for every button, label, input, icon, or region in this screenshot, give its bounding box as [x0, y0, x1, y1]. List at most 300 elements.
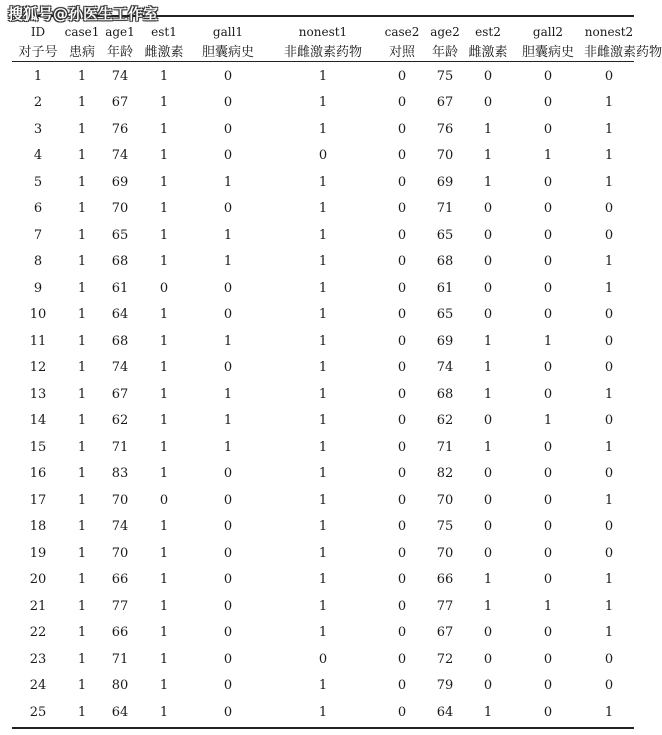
- table-cell: 74: [111, 360, 129, 376]
- table-cell: 76: [111, 121, 129, 137]
- table-cell: 1: [318, 466, 328, 482]
- header-row-chinese-labels: [12, 39, 634, 61]
- column-header-variable: case1: [64, 25, 100, 39]
- table-cell: 1: [604, 598, 614, 614]
- table-row: [12, 593, 634, 620]
- table-cell: 1: [318, 95, 328, 111]
- table-cell: 0: [397, 651, 407, 667]
- table-cell: 0: [604, 307, 614, 323]
- table-cell: 1: [483, 572, 493, 588]
- table-cell: 1: [318, 572, 328, 588]
- table-cell: 24: [29, 678, 47, 694]
- column-header-variable: gall1: [212, 25, 244, 39]
- table-cell: 0: [543, 280, 553, 296]
- table-row: [12, 567, 634, 594]
- table-cell: 75: [436, 519, 454, 535]
- table-cell: 1: [77, 651, 87, 667]
- table-cell: 0: [159, 492, 169, 508]
- table-body: [12, 61, 634, 726]
- column-header-label: 年龄: [106, 44, 133, 60]
- column-header-variable: case2: [384, 25, 420, 39]
- table-cell: 1: [77, 572, 87, 588]
- table-cell: 1: [604, 95, 614, 111]
- table-cell: 0: [223, 519, 233, 535]
- table-cell: 1: [543, 148, 553, 164]
- table-cell: 1: [159, 386, 169, 402]
- table-cell: 1: [318, 519, 328, 535]
- table-cell: 1: [483, 333, 493, 349]
- table-cell: 0: [543, 121, 553, 137]
- table-cell: 19: [29, 545, 47, 561]
- table-row: [12, 699, 634, 726]
- table-row: [12, 90, 634, 117]
- table-cell: 0: [223, 492, 233, 508]
- table-cell: 1: [159, 625, 169, 641]
- table-row: [12, 487, 634, 514]
- table-cell: 0: [397, 466, 407, 482]
- table-cell: 0: [223, 148, 233, 164]
- table-cell: 0: [543, 545, 553, 561]
- table-cell: 64: [436, 704, 454, 720]
- table-cell: 0: [604, 651, 614, 667]
- table-cell: 1: [604, 386, 614, 402]
- table-cell: 1: [318, 439, 328, 455]
- table-cell: 77: [111, 598, 129, 614]
- table-cell: 62: [436, 413, 454, 429]
- table-cell: 0: [397, 254, 407, 270]
- table-cell: 70: [111, 545, 129, 561]
- table-cell: 1: [604, 121, 614, 137]
- table-cell: 12: [29, 360, 47, 376]
- table-cell: 68: [111, 333, 129, 349]
- table-row: [12, 355, 634, 382]
- table-cell: 1: [77, 280, 87, 296]
- table-row: [12, 673, 634, 700]
- table-cell: 0: [397, 95, 407, 111]
- column-header-label: 对子号: [18, 44, 58, 60]
- table-cell: 5: [33, 174, 43, 190]
- table-cell: 1: [159, 678, 169, 694]
- table-cell: 0: [223, 95, 233, 111]
- table-cell: 1: [159, 360, 169, 376]
- table-cell: 66: [111, 572, 129, 588]
- table-cell: 0: [604, 68, 614, 84]
- table-cell: 0: [159, 280, 169, 296]
- table-cell: 0: [543, 651, 553, 667]
- table-cell: 0: [397, 439, 407, 455]
- table-row: [12, 540, 634, 567]
- table-cell: 1: [159, 466, 169, 482]
- table-row: [12, 275, 634, 302]
- table-cell: 17: [29, 492, 47, 508]
- table-cell: 74: [111, 68, 129, 84]
- table-cell: 1: [159, 174, 169, 190]
- table-cell: 0: [318, 651, 328, 667]
- table-cell: 1: [159, 68, 169, 84]
- table-cell: 1: [604, 280, 614, 296]
- table-cell: 0: [483, 280, 493, 296]
- table-cell: 66: [111, 625, 129, 641]
- table-cell: 1: [159, 651, 169, 667]
- table-cell: 68: [436, 386, 454, 402]
- table-cell: 1: [159, 572, 169, 588]
- table-cell: 1: [159, 598, 169, 614]
- table-cell: 1: [77, 704, 87, 720]
- table-cell: 1: [318, 625, 328, 641]
- table-cell: 1: [77, 121, 87, 137]
- table-cell: 0: [483, 227, 493, 243]
- table-cell: 1: [77, 201, 87, 217]
- table-cell: 71: [436, 439, 454, 455]
- table-cell: 1: [159, 148, 169, 164]
- table-cell: 0: [604, 413, 614, 429]
- table-cell: 1: [318, 678, 328, 694]
- table-cell: 80: [111, 678, 129, 694]
- table-cell: 1: [318, 174, 328, 190]
- table-cell: 70: [436, 545, 454, 561]
- table-cell: 72: [436, 651, 454, 667]
- table-cell: 4: [33, 148, 43, 164]
- column-header-variable: age2: [430, 25, 460, 39]
- table-cell: 1: [318, 254, 328, 270]
- table-cell: 20: [29, 572, 47, 588]
- table-row: [12, 222, 634, 249]
- table-cell: 0: [483, 545, 493, 561]
- table-cell: 7: [33, 227, 43, 243]
- table-row: [12, 461, 634, 488]
- table-cell: 1: [159, 413, 169, 429]
- table-cell: 1: [318, 360, 328, 376]
- table-cell: 0: [223, 678, 233, 694]
- column-header-label: 年龄: [431, 44, 458, 60]
- table-cell: 70: [111, 201, 129, 217]
- table-cell: 0: [397, 678, 407, 694]
- column-header-label: 雌激素: [144, 44, 184, 60]
- table-cell: 1: [318, 413, 328, 429]
- table-cell: 0: [223, 201, 233, 217]
- table-cell: 0: [483, 201, 493, 217]
- table-cell: 0: [604, 360, 614, 376]
- column-header-variable: ID: [30, 25, 46, 39]
- table-cell: 1: [223, 439, 233, 455]
- table-cell: 69: [436, 174, 454, 190]
- table-cell: 1: [159, 254, 169, 270]
- table-cell: 66: [436, 572, 454, 588]
- table-cell: 1: [318, 598, 328, 614]
- table-cell: 1: [543, 333, 553, 349]
- table-cell: 1: [543, 413, 553, 429]
- table-cell: 13: [29, 386, 47, 402]
- column-header-variable: est2: [475, 25, 501, 39]
- table-cell: 68: [111, 254, 129, 270]
- table-cell: 83: [111, 466, 129, 482]
- table-cell: 0: [223, 307, 233, 323]
- table-cell: 1: [318, 386, 328, 402]
- table-cell: 1: [483, 439, 493, 455]
- table-row: [12, 328, 634, 355]
- table-cell: 0: [223, 360, 233, 376]
- column-header-label: 非雌激素药物: [584, 44, 662, 60]
- table-cell: 0: [543, 254, 553, 270]
- table-cell: 1: [604, 439, 614, 455]
- column-header-variable: age1: [105, 25, 135, 39]
- table-cell: 79: [436, 678, 454, 694]
- table-row: [12, 302, 634, 329]
- table-cell: 0: [483, 678, 493, 694]
- table-cell: 21: [29, 598, 47, 614]
- table-cell: 74: [436, 360, 454, 376]
- table-cell: 65: [111, 227, 129, 243]
- table-cell: 6: [33, 201, 43, 217]
- table-cell: 1: [483, 598, 493, 614]
- table-cell: 1: [77, 307, 87, 323]
- table-cell: 0: [397, 333, 407, 349]
- table-cell: 1: [223, 254, 233, 270]
- table-cell: 0: [604, 201, 614, 217]
- table-cell: 0: [397, 413, 407, 429]
- table-cell: 67: [111, 386, 129, 402]
- table-cell: 1: [159, 519, 169, 535]
- table-cell: 1: [77, 174, 87, 190]
- table-cell: 61: [436, 280, 454, 296]
- table-cell: 0: [543, 704, 553, 720]
- table-cell: 1: [77, 227, 87, 243]
- table-cell: 65: [436, 227, 454, 243]
- table-cell: 0: [397, 625, 407, 641]
- table-cell: 0: [397, 307, 407, 323]
- table-cell: 16: [29, 466, 47, 482]
- column-header-variable: est1: [151, 25, 177, 39]
- table-cell: 0: [543, 227, 553, 243]
- table-cell: 1: [483, 360, 493, 376]
- table-cell: 0: [223, 466, 233, 482]
- table-row: [12, 434, 634, 461]
- table-cell: 1: [543, 598, 553, 614]
- table-cell: 0: [543, 174, 553, 190]
- table-cell: 0: [397, 201, 407, 217]
- table-cell: 0: [543, 68, 553, 84]
- table-cell: 1: [77, 68, 87, 84]
- table-cell: 1: [223, 174, 233, 190]
- column-header-variable: gall2: [532, 25, 564, 39]
- table-cell: 0: [397, 572, 407, 588]
- table-cell: 71: [111, 439, 129, 455]
- table-cell: 70: [111, 492, 129, 508]
- table-cell: 0: [543, 201, 553, 217]
- table-row: [12, 249, 634, 276]
- table-cell: 74: [111, 519, 129, 535]
- table-cell: 0: [543, 386, 553, 402]
- table-cell: 1: [604, 492, 614, 508]
- table-cell: 68: [436, 254, 454, 270]
- table-cell: 0: [483, 95, 493, 111]
- table-cell: 0: [483, 519, 493, 535]
- table-cell: 14: [29, 413, 47, 429]
- table-cell: 0: [543, 466, 553, 482]
- table-cell: 10: [29, 307, 47, 323]
- table-cell: 1: [318, 68, 328, 84]
- table-cell: 1: [77, 439, 87, 455]
- table-cell: 11: [29, 333, 47, 349]
- column-header-label: 非雌激素药物: [283, 44, 362, 60]
- table-cell: 74: [111, 148, 129, 164]
- table-cell: 0: [543, 439, 553, 455]
- table-cell: 75: [436, 68, 454, 84]
- table-cell: 8: [33, 254, 43, 270]
- table-cell: 0: [543, 519, 553, 535]
- table-cell: 69: [111, 174, 129, 190]
- table-cell: 0: [223, 625, 233, 641]
- bottom-rule: [12, 727, 634, 729]
- table-cell: 64: [111, 307, 129, 323]
- table-cell: 1: [318, 333, 328, 349]
- table-cell: 1: [318, 704, 328, 720]
- table-cell: 0: [397, 360, 407, 376]
- table-cell: 1: [159, 227, 169, 243]
- table-cell: 22: [29, 625, 47, 641]
- column-header-label: 胆囊病史: [201, 44, 254, 60]
- matched-case-control-table: [12, 17, 662, 726]
- table-cell: 0: [604, 545, 614, 561]
- table-cell: 1: [77, 545, 87, 561]
- table-cell: 1: [33, 68, 43, 84]
- table-cell: 77: [436, 598, 454, 614]
- table-cell: 0: [397, 68, 407, 84]
- table-row: [12, 61, 634, 90]
- table-cell: 0: [543, 678, 553, 694]
- table-cell: 0: [223, 704, 233, 720]
- table-cell: 0: [397, 598, 407, 614]
- table-row: [12, 408, 634, 435]
- table-cell: 71: [111, 651, 129, 667]
- table-cell: 1: [483, 174, 493, 190]
- table-cell: 1: [318, 307, 328, 323]
- table-cell: 70: [436, 148, 454, 164]
- table-cell: 1: [159, 121, 169, 137]
- table-cell: 0: [223, 598, 233, 614]
- table-cell: 0: [543, 572, 553, 588]
- table-cell: 0: [223, 121, 233, 137]
- table-cell: 0: [543, 492, 553, 508]
- column-header-label: 对照: [388, 44, 415, 60]
- table-cell: 0: [223, 545, 233, 561]
- table-cell: 0: [223, 280, 233, 296]
- table-cell: 0: [397, 386, 407, 402]
- table-cell: 1: [77, 678, 87, 694]
- table-cell: 65: [436, 307, 454, 323]
- table-cell: 1: [77, 492, 87, 508]
- table-cell: 0: [543, 625, 553, 641]
- table-cell: 0: [397, 174, 407, 190]
- table-cell: 1: [77, 625, 87, 641]
- table-cell: 1: [77, 386, 87, 402]
- table-cell: 0: [483, 413, 493, 429]
- table-cell: 1: [77, 254, 87, 270]
- table-cell: 1: [604, 148, 614, 164]
- table-cell: 3: [33, 121, 43, 137]
- table-cell: 1: [604, 704, 614, 720]
- table-cell: 0: [397, 121, 407, 137]
- table-cell: 0: [604, 466, 614, 482]
- table-cell: 1: [318, 492, 328, 508]
- table-row: [12, 169, 634, 196]
- table-cell: 23: [29, 651, 47, 667]
- table-cell: 0: [543, 307, 553, 323]
- table-cell: 1: [223, 413, 233, 429]
- table-cell: 0: [223, 651, 233, 667]
- table-cell: 0: [483, 466, 493, 482]
- table-cell: 76: [436, 121, 454, 137]
- table-cell: 71: [436, 201, 454, 217]
- table-cell: 1: [483, 704, 493, 720]
- table-cell: 1: [223, 386, 233, 402]
- column-header-label: 雌激素: [468, 44, 508, 60]
- table-cell: 1: [318, 545, 328, 561]
- table-cell: 1: [159, 95, 169, 111]
- table-cell: 1: [318, 280, 328, 296]
- table-cell: 0: [397, 148, 407, 164]
- table-cell: 0: [397, 492, 407, 508]
- table-cell: 0: [318, 148, 328, 164]
- table-cell: 82: [436, 466, 454, 482]
- table-cell: 0: [483, 651, 493, 667]
- table-cell: 1: [318, 227, 328, 243]
- table-cell: 62: [111, 413, 129, 429]
- table-cell: 0: [397, 704, 407, 720]
- table-cell: 1: [483, 148, 493, 164]
- table-cell: 1: [604, 174, 614, 190]
- table-cell: 1: [223, 227, 233, 243]
- table-cell: 0: [483, 254, 493, 270]
- table-cell: 1: [77, 333, 87, 349]
- table-cell: 1: [318, 201, 328, 217]
- table-cell: 0: [223, 572, 233, 588]
- table-cell: 9: [33, 280, 43, 296]
- table-cell: 15: [29, 439, 47, 455]
- table-cell: 25: [29, 704, 47, 720]
- table-cell: 0: [483, 625, 493, 641]
- table-row: [12, 514, 634, 541]
- table-cell: 0: [604, 678, 614, 694]
- table-row: [12, 620, 634, 647]
- column-header-variable: nonest1: [298, 25, 348, 39]
- table-cell: 1: [77, 360, 87, 376]
- table-cell: 67: [111, 95, 129, 111]
- table-row: [12, 116, 634, 143]
- table-row: [12, 143, 634, 170]
- table-cell: 0: [397, 227, 407, 243]
- column-header-label: 胆囊病史: [521, 44, 574, 60]
- table-cell: 1: [77, 95, 87, 111]
- table-cell: 1: [159, 201, 169, 217]
- table-cell: 1: [77, 148, 87, 164]
- table-cell: 18: [29, 519, 47, 535]
- table-cell: 1: [77, 466, 87, 482]
- table-cell: 0: [397, 545, 407, 561]
- table-cell: 64: [111, 704, 129, 720]
- table-cell: 2: [33, 95, 43, 111]
- table-cell: 0: [397, 519, 407, 535]
- table-cell: 1: [483, 386, 493, 402]
- table-cell: 69: [436, 333, 454, 349]
- table-cell: 0: [543, 360, 553, 376]
- table-row: [12, 381, 634, 408]
- table-cell: 0: [483, 492, 493, 508]
- table-cell: 1: [77, 519, 87, 535]
- table-cell: 0: [604, 333, 614, 349]
- table-cell: 1: [159, 333, 169, 349]
- table-row: [12, 196, 634, 223]
